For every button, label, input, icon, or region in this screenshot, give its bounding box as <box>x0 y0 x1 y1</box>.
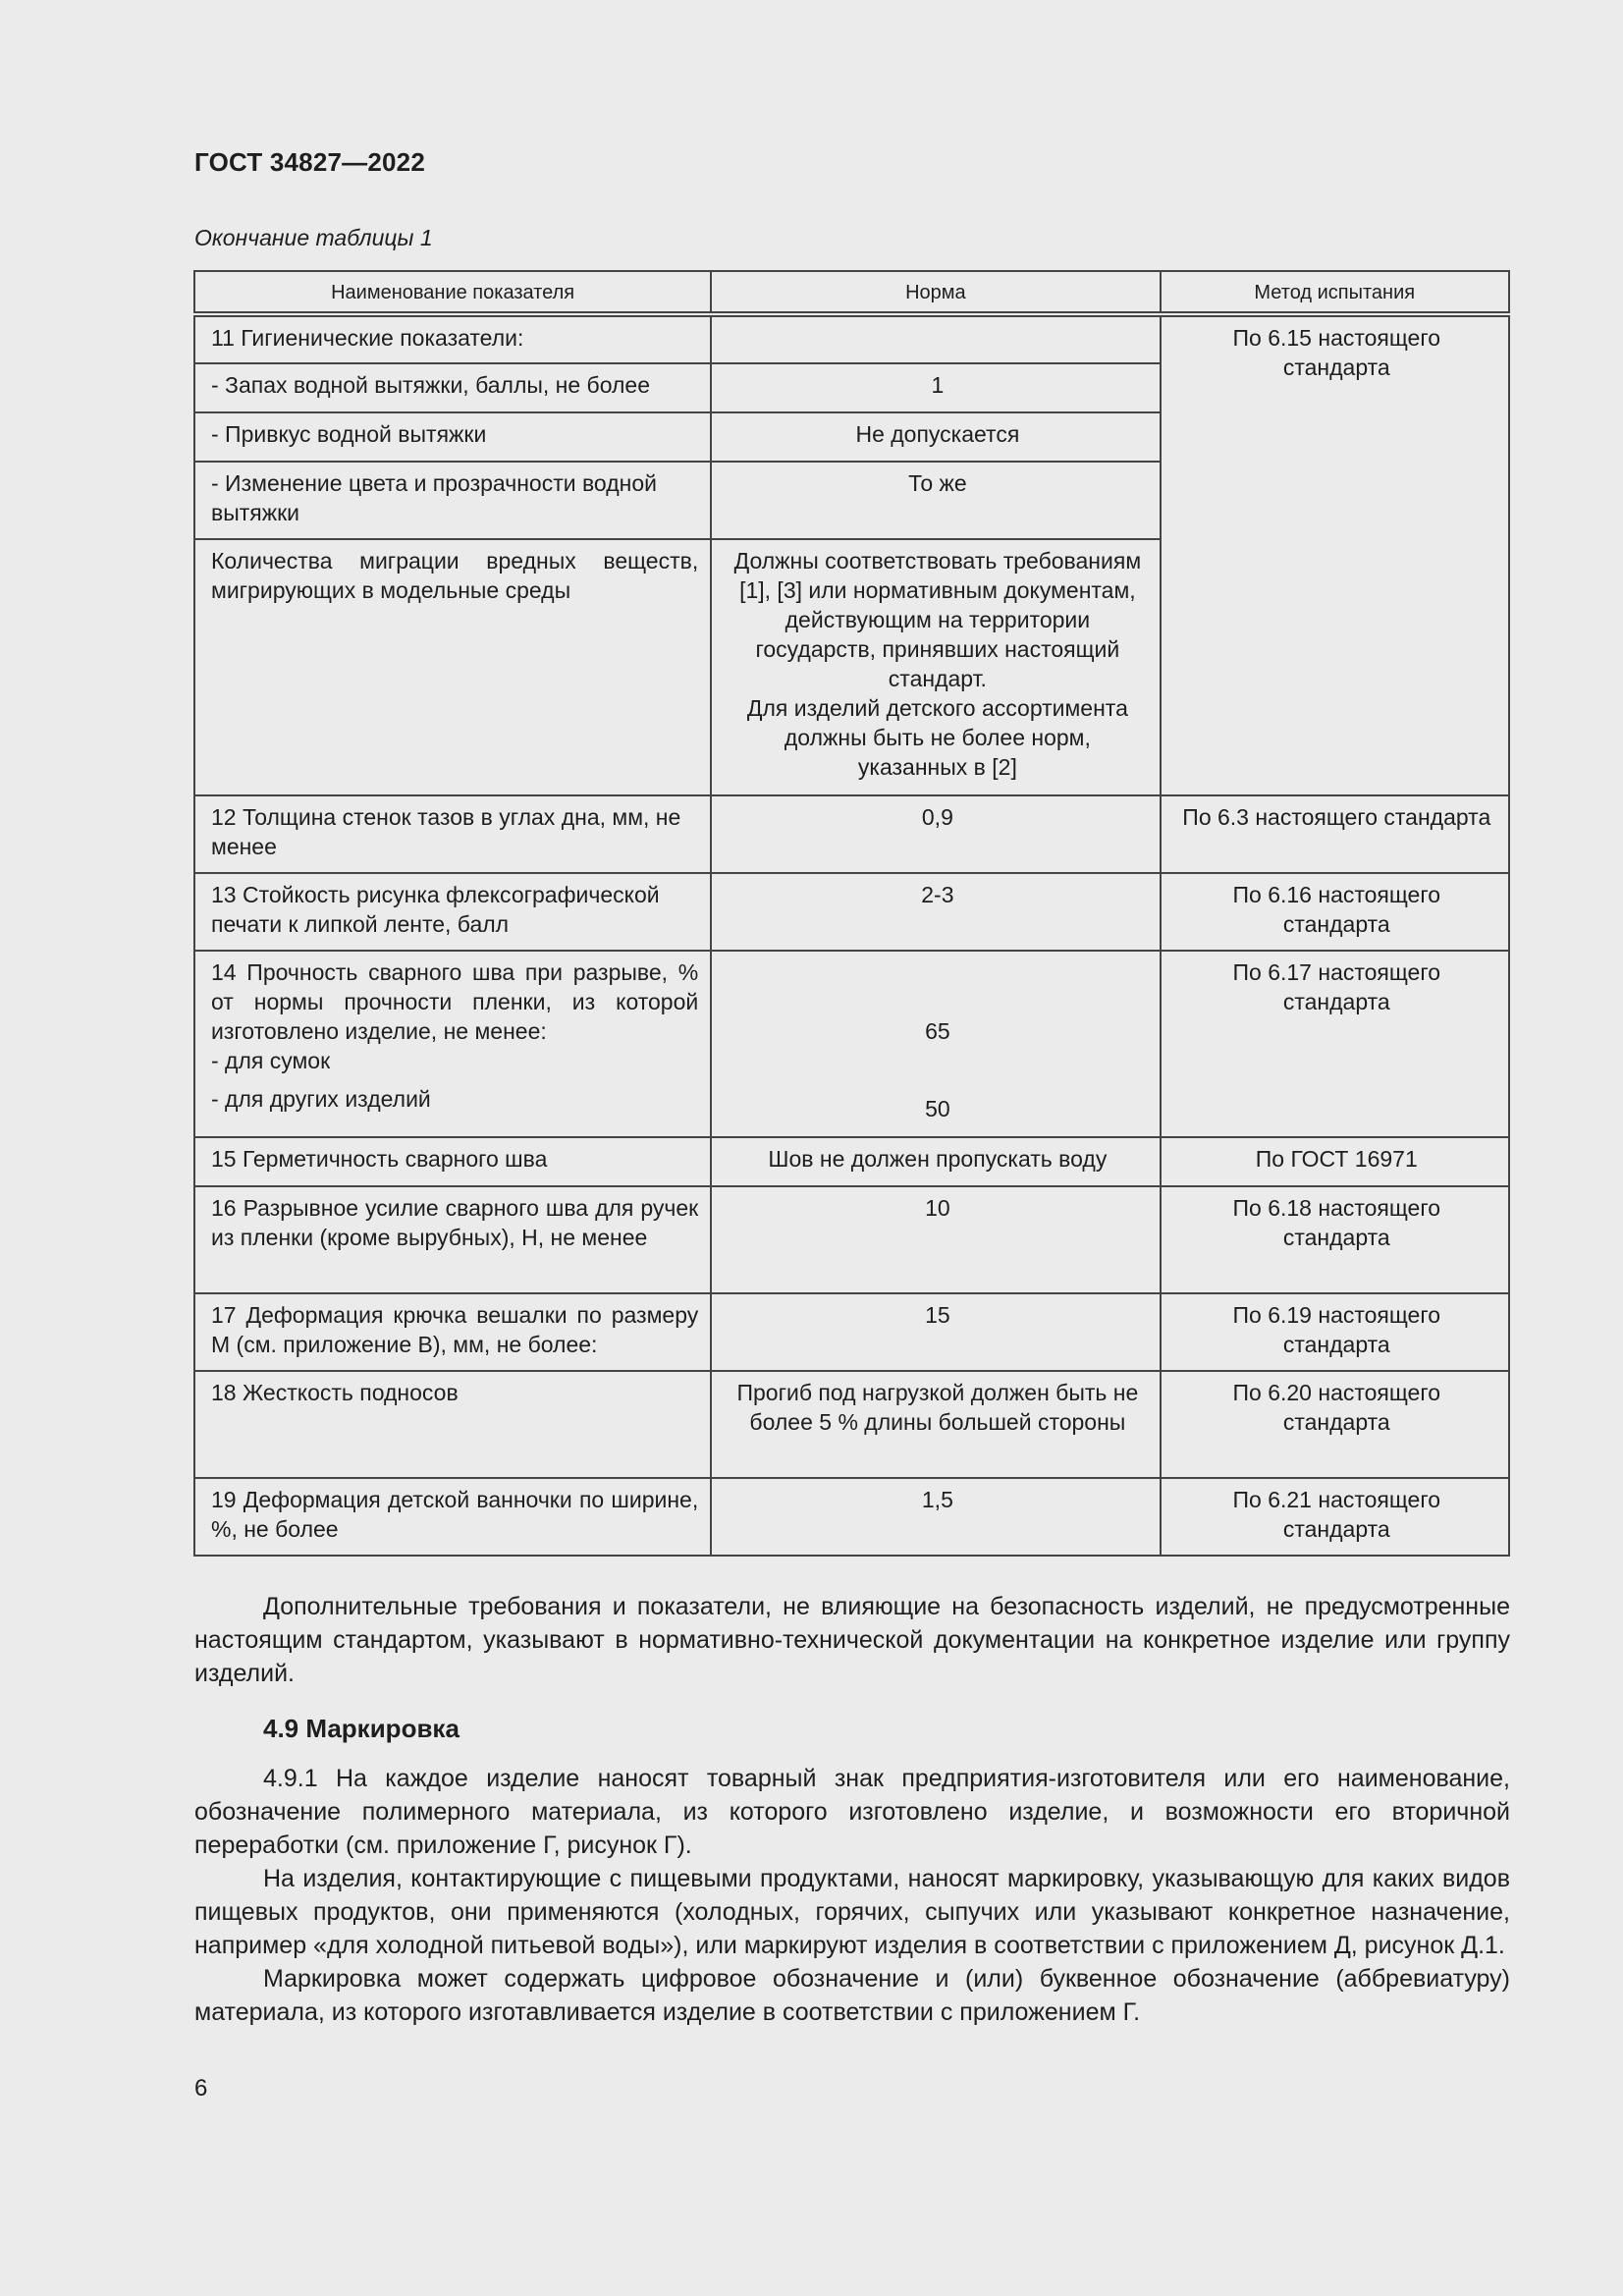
row-norm-cell: Шов не должен пропускать воду <box>711 1137 1160 1186</box>
row-norm-cell <box>711 951 1160 1137</box>
row-norm-cell: 0,9 <box>711 795 1160 873</box>
row-method-cell: По 6.19 настоящего стандарта <box>1161 1293 1509 1371</box>
table-row <box>194 873 1509 951</box>
column-header-norm: Норма <box>711 271 1160 314</box>
norm-text: Должны соответствовать требованиям [1], [3] или нормативным документам, действующим на территории государств, принявших настоящий стандарт. <box>733 548 1142 691</box>
table-row <box>194 1478 1509 1556</box>
row-name-cell: 13 Стойкость рисунка флексографической печати к липкой ленте, балл <box>194 873 711 951</box>
row-sub-item: - для других изделий <box>211 1086 431 1112</box>
table-row <box>194 951 1509 1137</box>
row-method-cell: По ГОСТ 16971 <box>1161 1137 1509 1186</box>
row-name-cell: Количества миграции вредных веществ, мигрирующих в модельные среды <box>194 539 711 795</box>
row-name-cell: 18 Жесткость подносов <box>194 1371 711 1478</box>
norm-value: 65 <box>925 1018 950 1044</box>
page-number: 6 <box>194 2075 208 2102</box>
row-norm-cell: 1,5 <box>711 1478 1160 1556</box>
row-norm-cell <box>711 314 1160 363</box>
table-row <box>194 1137 1509 1186</box>
paragraph-4-9-1: 4.9.1 На каждое изделие наносят товарный знак предприятия-изготовителя или его наименование, обозначение полимерного материала, из которого изготовлено изделие, и возможности его вторичной переработки (см. приложение Г, рисунок Г). <box>194 1765 1510 1859</box>
section-heading-marking: 4.9 Маркировка <box>263 1714 460 1743</box>
paragraph-text: Дополнительные требования и показатели, не влияющие на безопасность изделий, не предусмотренные настоящим стандартом, указывают в нормативно-технической документации на конкретное изделие или группу изделий. <box>194 1593 1510 1687</box>
table-row <box>194 795 1509 873</box>
row-name-cell: 16 Разрывное усилие сварного шва для ручек из пленки (кроме вырубных), Н, не менее <box>194 1186 711 1293</box>
table-row <box>194 1371 1509 1478</box>
document-header-title: ГОСТ 34827—2022 <box>194 147 425 177</box>
row-name-cell: 19 Деформация детской ванночки по ширине, %, не более <box>194 1478 711 1556</box>
norm-text-children: Для изделий детского ассортимента должны быть не более норм, указанных в [2] <box>746 695 1128 780</box>
paragraph-material-code: Маркировка может содержать цифровое обозначение и (или) буквенное обозначение (аббревиатуру) материала, из которого изготавливается изделие в соответствии с приложением Г. <box>194 1965 1510 2026</box>
row-norm-cell: Не допускается <box>711 412 1160 462</box>
row-method-cell: По 6.20 настоящего стандарта <box>1161 1371 1509 1478</box>
row-norm-cell: 10 <box>711 1186 1160 1293</box>
row-method-cell: По 6.17 настоящего стандарта <box>1161 951 1509 1137</box>
row-name-cell: 11 Гигиенические показатели: <box>194 314 711 363</box>
row-norm-cell <box>711 539 1160 795</box>
paragraph-food-contact: На изделия, контактирующие с пищевыми продуктами, наносят маркировку, указывающую для каких видов пищевых продуктов, они применяются (холодных, горячих, сыпучих или указывают конкретное назначение, например «для холодной питьевой воды»), или маркируют изделия в соответствии с приложением Д, рисунок Д.1. <box>194 1865 1510 1959</box>
row-name-cell: - Изменение цвета и прозрачности водной вытяжки <box>194 462 711 539</box>
row-method-cell: По 6.15 настоящего стандарта <box>1161 314 1509 795</box>
row-method-cell: По 6.3 настоящего стандарта <box>1161 795 1509 873</box>
column-header-name: Наименование показателя <box>194 271 711 314</box>
table-header-row <box>194 271 1509 314</box>
row-name-cell <box>194 951 711 1137</box>
row-norm-cell: 2-3 <box>711 873 1160 951</box>
row-name-cell: - Запах водной вытяжки, баллы, не более <box>194 363 711 412</box>
row-norm-cell: Прогиб под нагрузкой должен быть не более 5 % длины большей стороны <box>711 1371 1160 1478</box>
row-norm-cell: То же <box>711 462 1160 539</box>
row-name-cell: 15 Герметичность сварного шва <box>194 1137 711 1186</box>
table-row <box>194 314 1509 363</box>
table-row <box>194 1186 1509 1293</box>
row-method-cell: По 6.18 настоящего стандарта <box>1161 1186 1509 1293</box>
row-method-cell: По 6.21 настоящего стандарта <box>1161 1478 1509 1556</box>
row-name-cell: - Привкус водной вытяжки <box>194 412 711 462</box>
row-norm-cell: 1 <box>711 363 1160 412</box>
norm-value: 50 <box>925 1096 950 1121</box>
additional-requirements-paragraph <box>194 1590 1510 1690</box>
requirements-table <box>193 270 1510 1557</box>
table-caption: Окончание таблицы 1 <box>194 225 433 250</box>
row-name-cell: 17 Деформация крючка вешалки по размеру М (см. приложение В), мм, не более: <box>194 1293 711 1371</box>
table-row <box>194 1293 1509 1371</box>
row-norm-cell: 15 <box>711 1293 1160 1371</box>
row-method-cell: По 6.16 настоящего стандарта <box>1161 873 1509 951</box>
row-name-text: 14 Прочность сварного шва при разрыве, % от нормы прочности пленки, из которой изготовлено изделие, не менее: <box>211 959 699 1044</box>
marking-section-body <box>194 1762 1510 2029</box>
row-sub-item: - для сумок <box>211 1048 331 1073</box>
row-name-cell: 12 Толщина стенок тазов в углах дна, мм, не менее <box>194 795 711 873</box>
column-header-method: Метод испытания <box>1161 271 1509 314</box>
